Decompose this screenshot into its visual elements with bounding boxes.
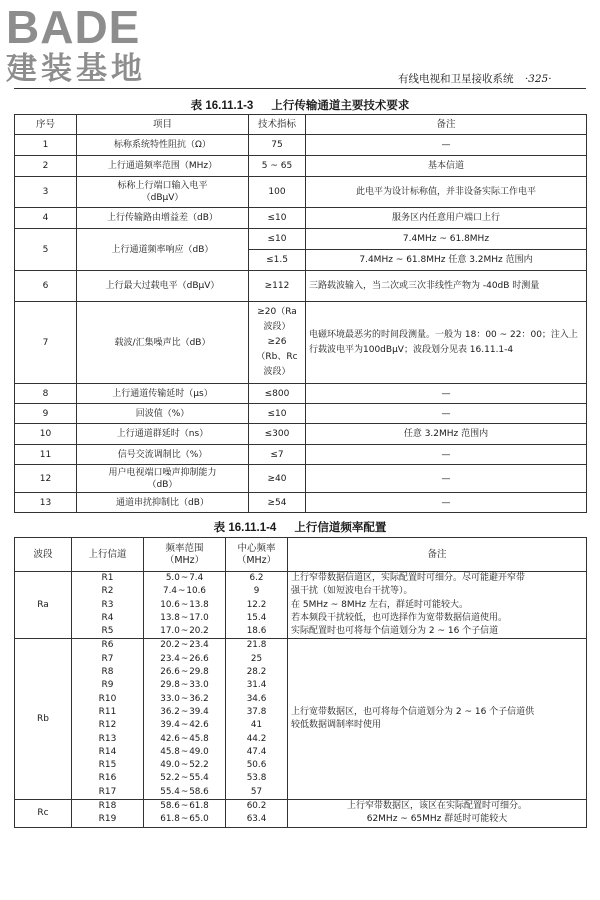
range-high: 23.4 <box>189 640 209 651</box>
row-note: — <box>306 445 587 465</box>
row-spec: ≤7 <box>249 445 306 465</box>
channel-id: R5 <box>101 626 114 637</box>
range-sep: ~ <box>180 746 189 757</box>
range-high: 26.6 <box>189 653 209 664</box>
row-item: 上行通道传输延时（μs） <box>77 384 249 404</box>
channel-id: R14 <box>98 746 117 757</box>
center-frequency: 28.2 <box>246 667 267 678</box>
row-spec: ≤10 <box>249 404 306 424</box>
row-item: 回波值（%） <box>77 404 249 424</box>
header-channel: 上行信道 <box>72 538 144 572</box>
range-low: 29.8 <box>160 680 180 691</box>
range-low: 55.4 <box>160 786 180 797</box>
frequency-range <box>147 639 222 652</box>
center-frequency: 12.2 <box>246 599 267 610</box>
range-sep: ~ <box>180 773 189 784</box>
header-no: 序号 <box>15 115 77 135</box>
note-line: 上行宽带数据区，也可将每个信道划分为 2 ~ 16 个子信道供 <box>291 706 535 717</box>
range-sep: ~ <box>180 653 189 664</box>
range-sep: ~ <box>180 612 189 623</box>
range-low: 39.4 <box>160 720 180 731</box>
range-high: 49.0 <box>189 746 209 757</box>
row-note: 服务区内任意用户端口上行 <box>306 208 587 229</box>
row-item: 上行通道频率范围（MHz） <box>77 156 249 177</box>
row-note: — <box>306 493 587 513</box>
center-frequency: 50.6 <box>246 760 267 771</box>
header-note: 备注 <box>306 115 587 135</box>
table-header-row <box>15 115 587 135</box>
frequency-range <box>147 572 222 585</box>
channel-id: R11 <box>98 706 117 717</box>
range-sep: ~ <box>180 814 189 825</box>
range-low: 13.8 <box>160 612 180 623</box>
row-item: 上行通道频率响应（dB） <box>77 229 249 271</box>
center-frequency: 6.2 <box>249 573 264 583</box>
range-low: 7.4 <box>163 586 178 597</box>
frequency-range <box>147 666 222 679</box>
row-note: 7.4MHz ~ 61.8MHz 任意 3.2MHz 范围内 <box>306 250 587 271</box>
row-spec: ≤1.5 <box>249 250 306 271</box>
row-spec: ≥20（Ra 波段）≥26（Rb、Rc 波段） <box>249 302 306 384</box>
center-frequency: 47.4 <box>246 746 267 757</box>
frequency-range <box>147 800 222 813</box>
range-list <box>144 800 226 828</box>
range-sep: ~ <box>180 667 189 678</box>
frequency-range <box>147 612 222 625</box>
band-row <box>15 800 587 828</box>
row-note: — <box>306 404 587 424</box>
frequency-range <box>147 679 222 692</box>
table-row <box>15 156 587 177</box>
row-note: 三路载波输入，当二次或三次非线性产物为 -40dB 时测量 <box>306 271 587 302</box>
range-high: 45.8 <box>189 733 209 744</box>
frequency-range <box>147 759 222 772</box>
range-high: 58.6 <box>189 786 209 797</box>
row-spec: ≥40 <box>249 465 306 493</box>
range-sep: ~ <box>180 786 189 797</box>
row-no: 9 <box>15 404 77 424</box>
center-frequency: 15.4 <box>246 612 267 623</box>
range-sep: ~ <box>180 599 189 610</box>
range-low: 49.0 <box>160 760 180 771</box>
range-high: 36.2 <box>189 693 209 704</box>
range-sep: ~ <box>180 626 189 637</box>
note-line: 实际配置时也可将每个信道划分为 2 ~ 16 个子信道 <box>291 626 499 637</box>
row-item: 上行通道群延时（ns） <box>77 424 249 445</box>
channel-id: R4 <box>101 612 114 623</box>
range-sep: ~ <box>180 733 189 744</box>
channel-id: R15 <box>98 760 117 771</box>
channel-list <box>72 800 144 828</box>
range-sep: ~ <box>178 586 186 597</box>
table2-caption-number: 表 16.11.1-4 <box>213 522 277 534</box>
frequency-range <box>147 653 222 666</box>
row-item: 标称上行端口输入电平（dBμV） <box>77 177 249 208</box>
row-item: 通道串扰抑制比（dB） <box>77 493 249 513</box>
center-frequency: 57 <box>250 786 263 797</box>
table-row <box>15 493 587 513</box>
channel-id: R8 <box>101 667 114 678</box>
row-spec: 100 <box>249 177 306 208</box>
table-row <box>15 384 587 404</box>
range-high: 33.0 <box>189 680 209 691</box>
row-no: 13 <box>15 493 77 513</box>
table-uplink-channel-plan <box>14 537 587 828</box>
band-row <box>15 572 587 639</box>
table-header-row <box>15 538 587 572</box>
table-row <box>15 302 587 384</box>
table-row <box>15 271 587 302</box>
frequency-range <box>147 786 222 799</box>
band-name: Rb <box>15 639 72 800</box>
table2-caption <box>0 519 600 535</box>
channel-id: R16 <box>98 773 117 784</box>
row-note: 电磁环境最恶劣的时间段测量。一般为 18：00 ~ 22：00；注入上行载波电平为100dBμV；波段划分见表 16.11.1-4 <box>306 302 587 384</box>
note-line: 62MHz ~ 65MHz 群延时可能较大 <box>366 814 508 825</box>
table1-caption-number: 表 16.11.1-3 <box>190 100 254 112</box>
range-high: 29.8 <box>189 667 209 678</box>
row-note: 此电平为设计标称值，并非设备实际工作电平 <box>306 177 587 208</box>
table1-caption-title: 上行传输通道主要技术要求 <box>271 98 410 112</box>
range-list <box>144 639 226 800</box>
header-note: 备注 <box>288 538 587 572</box>
table-uplink-requirements <box>14 114 587 513</box>
range-high: 7.4 <box>189 573 204 583</box>
row-note: — <box>306 135 587 156</box>
center-frequency: 37.8 <box>246 706 267 717</box>
frequency-range <box>147 719 222 732</box>
band-name: Ra <box>15 572 72 639</box>
range-high: 61.8 <box>189 801 209 812</box>
range-sep: ~ <box>180 720 189 731</box>
range-low: 26.6 <box>160 667 180 678</box>
table1-caption <box>0 97 600 113</box>
range-high: 39.4 <box>189 706 209 717</box>
channel-id: R1 <box>101 573 114 583</box>
range-low: 58.6 <box>160 801 180 812</box>
frequency-range <box>147 693 222 706</box>
center-list <box>226 572 288 639</box>
range-high: 10.6 <box>186 586 206 597</box>
row-note: 7.4MHz ~ 61.8MHz <box>306 229 587 250</box>
table-row <box>15 135 587 156</box>
header-rule <box>14 88 586 89</box>
range-high: 52.2 <box>189 760 209 771</box>
row-item: 上行最大过载电平（dBμV） <box>77 271 249 302</box>
note-line: 上行窄带数据信道区，实际配置时可细分。尽可能避开窄带 <box>291 573 526 583</box>
center-frequency: 34.6 <box>246 693 267 704</box>
channel-id: R13 <box>98 733 117 744</box>
note-line: 强干扰（如短波电台干扰等）。 <box>291 586 413 597</box>
frequency-range <box>147 746 222 759</box>
frequency-range <box>147 625 222 638</box>
note-line: 较低数据调制率时使用 <box>291 720 382 731</box>
table-row <box>15 424 587 445</box>
range-high: 55.4 <box>189 773 209 784</box>
range-high: 20.2 <box>189 626 209 637</box>
channel-id: R9 <box>101 680 114 691</box>
row-no: 7 <box>15 302 77 384</box>
table-row <box>15 208 587 229</box>
table-row <box>15 177 587 208</box>
row-item: 用户电视端口噪声抑制能力（dB） <box>77 465 249 493</box>
band-note <box>288 572 587 639</box>
center-list <box>226 639 288 800</box>
header-center: 中心频率（MHz） <box>226 538 288 572</box>
row-spec: ≤10 <box>249 229 306 250</box>
range-low: 52.2 <box>160 773 180 784</box>
frequency-range <box>147 585 222 598</box>
center-frequency: 9 <box>253 586 260 597</box>
logo-text-cn: 建装基地 <box>6 51 146 87</box>
range-low: 61.8 <box>160 814 180 825</box>
page-number: ·325· <box>524 73 552 85</box>
range-high: 13.8 <box>189 599 209 610</box>
channel-id: R12 <box>98 720 117 731</box>
table-row <box>15 465 587 493</box>
row-note: — <box>306 384 587 404</box>
channel-id: R10 <box>98 693 117 704</box>
note-line: 若本频段干扰较低，也可选择作为宽带数据信道使用。 <box>291 612 508 623</box>
frequency-range <box>147 772 222 785</box>
range-sep: ~ <box>180 640 189 651</box>
frequency-range <box>147 733 222 746</box>
row-note: 任意 3.2MHz 范围内 <box>306 424 587 445</box>
row-spec: ≤800 <box>249 384 306 404</box>
row-no: 12 <box>15 465 77 493</box>
row-spec: 75 <box>249 135 306 156</box>
center-frequency: 18.6 <box>246 626 267 637</box>
row-no: 4 <box>15 208 77 229</box>
logo-text-en: BADE <box>6 1 141 53</box>
row-note: — <box>306 465 587 493</box>
row-item: 上行传输路由增益差（dB） <box>77 208 249 229</box>
row-spec: ≤300 <box>249 424 306 445</box>
range-low: 42.6 <box>160 733 180 744</box>
center-frequency: 21.8 <box>246 640 267 651</box>
frequency-range <box>147 599 222 612</box>
note-line: 上行窄带数据区，该区在实际配置时可细分。 <box>346 801 527 812</box>
row-no: 11 <box>15 445 77 465</box>
channel-list <box>72 639 144 800</box>
row-spec: ≤10 <box>249 208 306 229</box>
row-no: 10 <box>15 424 77 445</box>
center-list <box>226 800 288 828</box>
channel-id: R18 <box>98 801 117 812</box>
range-high: 17.0 <box>189 612 209 623</box>
row-no: 8 <box>15 384 77 404</box>
table-row <box>15 229 587 250</box>
row-item: 信号交流调制比（%） <box>77 445 249 465</box>
row-note: 基本信道 <box>306 156 587 177</box>
range-sep: ~ <box>180 706 189 717</box>
range-sep: ~ <box>180 801 189 812</box>
table-row <box>15 445 587 465</box>
center-frequency: 44.2 <box>246 733 267 744</box>
row-spec: ≥54 <box>249 493 306 513</box>
row-no: 6 <box>15 271 77 302</box>
row-no: 3 <box>15 177 77 208</box>
range-sep: ~ <box>180 680 189 691</box>
range-low: 33.0 <box>160 693 180 704</box>
center-frequency: 53.8 <box>246 773 267 784</box>
channel-id: R7 <box>101 653 114 664</box>
header-spec: 技术指标 <box>249 115 306 135</box>
table2-caption-title: 上行信道频率配置 <box>294 520 387 534</box>
center-frequency: 31.4 <box>246 680 267 691</box>
book-title: 有线电视和卫星接收系统 <box>398 73 514 85</box>
range-low: 5.0 <box>165 573 180 583</box>
row-no: 5 <box>15 229 77 271</box>
row-no: 1 <box>15 135 77 156</box>
row-item: 载波/汇集噪声比（dB） <box>77 302 249 384</box>
range-sep: ~ <box>180 760 189 771</box>
range-high: 65.0 <box>189 814 209 825</box>
channel-id: R3 <box>101 599 114 610</box>
band-note <box>288 639 587 800</box>
band-name: Rc <box>15 800 72 828</box>
row-item: 标称系统特性阻抗（Ω） <box>77 135 249 156</box>
channel-id: R19 <box>98 814 117 825</box>
row-spec: ≥112 <box>249 271 306 302</box>
range-low: 36.2 <box>160 706 180 717</box>
range-list <box>144 572 226 639</box>
range-high: 42.6 <box>189 720 209 731</box>
header-band: 波段 <box>15 538 72 572</box>
frequency-range <box>147 813 222 826</box>
channel-id: R17 <box>98 786 117 797</box>
channel-id: R6 <box>101 640 114 651</box>
range-low: 45.8 <box>160 746 180 757</box>
band-note <box>288 800 587 828</box>
range-low: 10.6 <box>160 599 180 610</box>
frequency-range <box>147 706 222 719</box>
header-range: 频率范围（MHz） <box>144 538 226 572</box>
row-no: 2 <box>15 156 77 177</box>
center-frequency: 63.4 <box>246 814 267 825</box>
range-low: 23.4 <box>160 653 180 664</box>
band-row <box>15 639 587 800</box>
range-low: 20.2 <box>160 640 180 651</box>
range-sep: ~ <box>180 693 189 704</box>
header-item: 项目 <box>77 115 249 135</box>
note-line: 在 5MHz ~ 8MHz 左右，群延时可能较大。 <box>291 599 468 610</box>
channel-id: R2 <box>101 586 114 597</box>
range-low: 17.0 <box>160 626 180 637</box>
channel-list <box>72 572 144 639</box>
range-sep: ~ <box>180 573 189 583</box>
center-frequency: 60.2 <box>246 801 267 812</box>
running-head <box>398 71 552 86</box>
table-row <box>15 404 587 424</box>
center-frequency: 25 <box>250 653 263 664</box>
center-frequency: 41 <box>250 720 263 731</box>
logo <box>6 1 176 87</box>
row-spec: 5 ~ 65 <box>249 156 306 177</box>
